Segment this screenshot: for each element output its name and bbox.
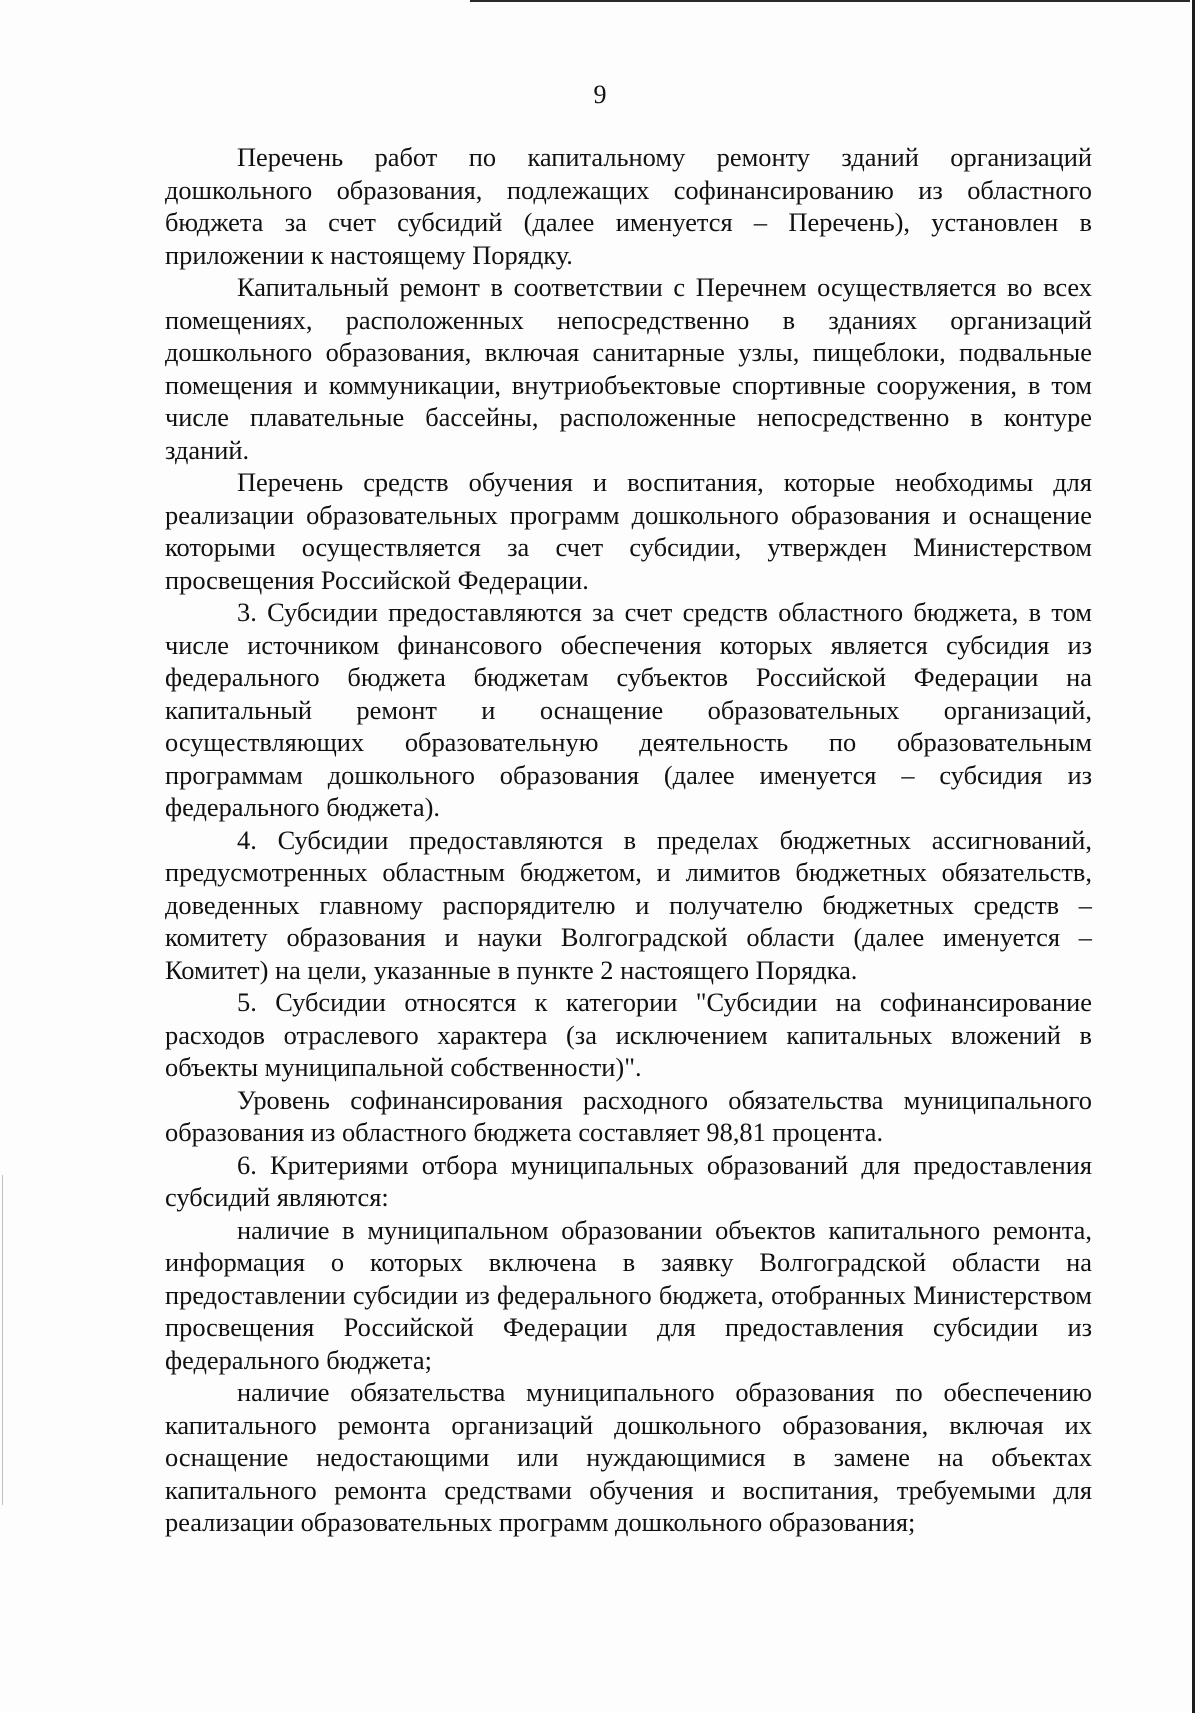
paragraph-item-4: 4. Субсидии предоставляются в пределах бюджетных ассигнований, предусмотренных областным бюджетом, и лимитов бюджетных обязательств, доведенных главному распорядителю и получателю бюджетных средств – комитету образования и науки Волгоградской области (далее именуется – Комитет) на цели, указанные в пункте 2 настоящего Порядка. xyxy=(165,824,1092,985)
paragraph-item-3: 3. Субсидии предоставляются за счет средств областного бюджета, в том числе источником финансового обеспечения которых является субсидия из федерального бюджета бюджетам субъектов Российской Федерации на капитальный ремонт и оснащение образовательных организаций, осуществляющих образовательную деятельность по образовательным программам дошкольного образования (далее именуется – субсидия из федерального бюджета). xyxy=(165,597,1092,822)
paragraph-item-5: 5. Субсидии относятся к категории "Субсидии на софинансирование расходов отраслевого характера (за исключением капитальных вложений в объекты муниципальной собственности)". xyxy=(165,987,1092,1082)
scan-border-left xyxy=(2,1175,3,1505)
page-number: 9 xyxy=(593,80,607,109)
paragraph-capital-repair-scope: Капитальный ремонт в соответствии с Перечнем осуществляется во всех помещениях, расположенных непосредственно в зданиях организаций дошкольного образования, включая санитарные узлы, пищеблоки, подвальные помещения и коммуникации, внутриобъектовые спортивные сооружения, в том числе плавательные бассейны, расположенные непосредственно в контуре зданий. xyxy=(165,272,1092,465)
paragraph-item-6: 6. Критериями отбора муниципальных образований для предоставления субсидий являются: xyxy=(165,1149,1092,1212)
paragraph-cofinancing-level: Уровень софинансирования расходного обязательства муниципального образования из областного бюджета составляет 98,81 процента. xyxy=(165,1084,1092,1147)
paragraph-criterion-2: наличие обязательства муниципального образования по обеспечению капитального ремонта организаций дошкольного образования, включая их оснащение недостающими или нуждающимися в замене на объектах капитального ремонта средствами обучения и воспитания, требуемыми для реализации образовательных программ дошкольного образования; xyxy=(165,1377,1092,1537)
document-body xyxy=(165,141,1092,1539)
paragraph-teaching-means: Перечень средств обучения и воспитания, которые необходимы для реализации образовательных программ дошкольного образования и оснащение которыми осуществляется за счет субсидии, утвержден Министерством просвещения Российской Федерации. xyxy=(165,467,1092,595)
scan-border-right xyxy=(1192,0,1195,1713)
scan-border-top xyxy=(470,0,1190,2)
paragraph-list-of-works: Перечень работ по капитальному ремонту зданий организаций дошкольного образования, подлежащих софинансированию из областного бюджета за счет субсидий (далее именуется – Перечень), установлен в приложении к настоящему Порядку. xyxy=(165,142,1092,270)
paragraph-criterion-1: наличие в муниципальном образовании объектов капитального ремонта, информация о которых включена в заявку Волгоградской области на предоставлении субсидии из федерального бюджета, отобранных Министерством просвещения Российской Федерации для предоставления субсидии из федерального бюджета; xyxy=(165,1214,1092,1375)
